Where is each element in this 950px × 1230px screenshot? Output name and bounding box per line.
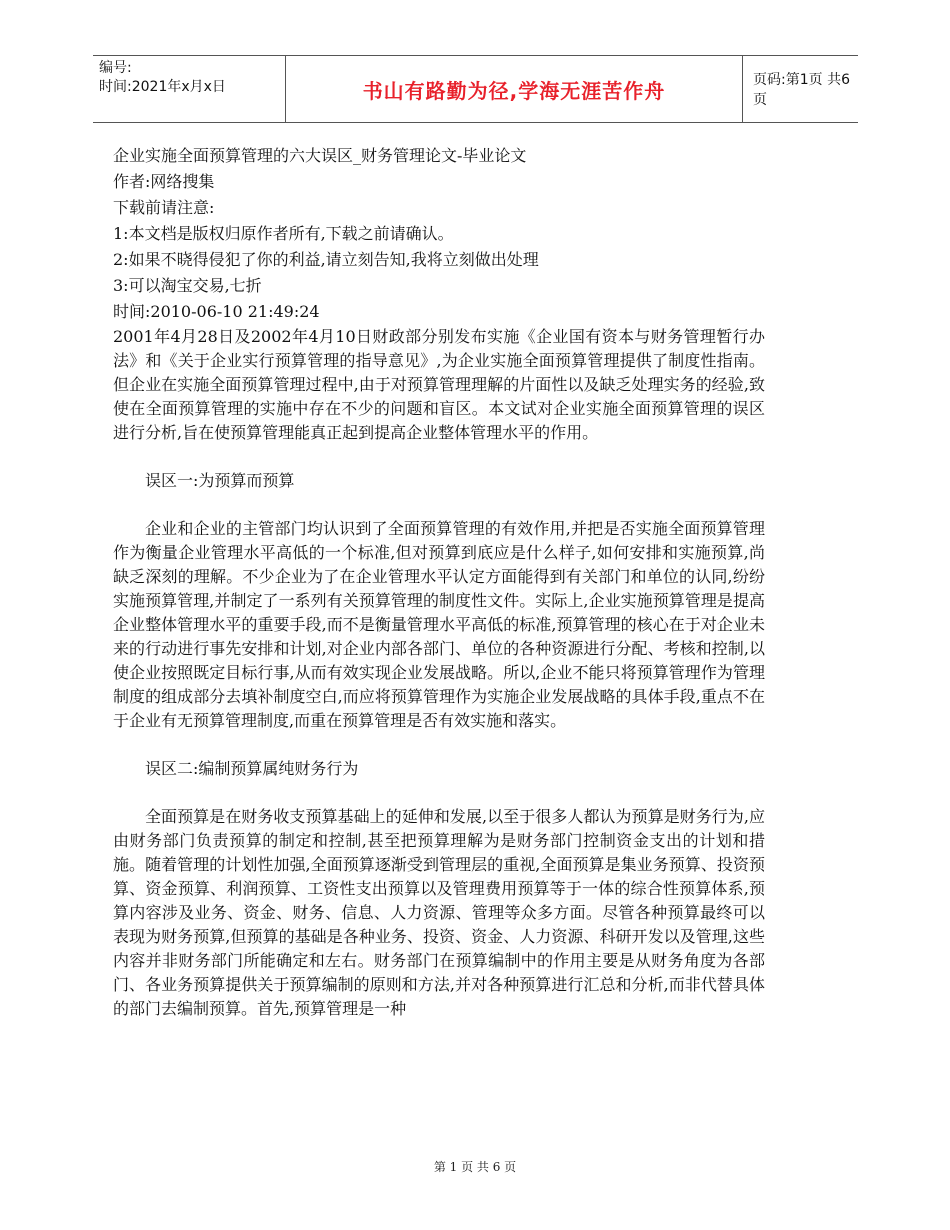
header-page-info: 页码:第1页 共6页 <box>753 72 850 108</box>
document-header <box>93 55 858 123</box>
article-body <box>113 143 765 1021</box>
article-timestamp: 时间:2010-06-10 21:49:24 <box>113 302 320 321</box>
notice-title: 下载前请注意: <box>113 198 215 217</box>
section-paragraph-2: 全面预算是在财务收支预算基础上的延伸和发展,以至于很多人都认为预算是财务行为,应由财务部门负责预算的制定和控制,甚至把预算理解为是财务部门控制资金支出的计划和措施。随着管理的计划性加强,全面预算逐渐受到管理层的重视,全面预算是集业务预算、投资预算、资金预算、利润预算、工资性支出预算以及管理费用预算等于一体的综合性预算体系,预算内容涉及业务、资金、财务、信息、人力资源、管理等众多方面。尽管各种预算最终可以表现为财务预算,但预算的基础是各种业务、投资、资金、人力资源、科研开发以及管理,这些内容并非财务部门所能确定和左右。财务部门在预算编制中的作用主要是从财务角度为各部门、各业务预算提供关于预算编制的原则和方法,并对各种预算进行汇总和分析,而非代替具体的部门去编制预算。首先,预算管理是一种 <box>113 807 765 1018</box>
notice-item-2: 2:如果不晓得侵犯了你的利益,请立刻告知,我将立刻做出处理 <box>113 250 539 269</box>
article-author: 作者:网络搜集 <box>113 172 215 191</box>
notice-item-3: 3:可以淘宝交易,七折 <box>113 276 262 295</box>
header-motto: 书山有路勤为径,学海无涯苦作舟 <box>285 56 743 122</box>
page-footer: 第 1 页 共 6 页 <box>433 1160 517 1174</box>
document-number-label: 编号: <box>99 60 132 76</box>
section-heading-1: 误区一:为预算而预算 <box>145 471 295 490</box>
intro-paragraph: 2001年4月28日及2002年4月10日财政部分别发布实施《企业国有资本与财务管理暂行办法》和《关于企业实行预算管理的指导意见》,为企业实施全面预算管理提供了制度性指南。但企业在实施全面预算管理过程中,由于对预算管理理解的片面性以及缺乏处理实务的经验,致使在全面预算管理的实施中存在不少的问题和盲区。本文试对企业实施全面预算管理的误区进行分析,旨在使预算管理能真正起到提高企业整体管理水平的作用。 <box>113 327 765 442</box>
section-heading-2: 误区二:编制预算属纯财务行为 <box>145 759 359 778</box>
header-meta <box>99 59 284 97</box>
notice-item-1: 1:本文档是版权归原作者所有,下载之前请确认。 <box>113 224 454 243</box>
document-time-label: 时间:2021年x月x日 <box>99 79 226 95</box>
article-title: 企业实施全面预算管理的六大误区_财务管理论文-毕业论文 <box>113 146 527 165</box>
section-paragraph-1: 企业和企业的主管部门均认识到了全面预算管理的有效作用,并把是否实施全面预算管理作为衡量企业管理水平高低的一个标准,但对预算到底应是什么样子,如何安排和实施预算,尚缺乏深刻的理解。不少企业为了在企业管理水平认定方面能得到有关部门和单位的认同,纷纷实施预算管理,并制定了一系列有关预算管理的制度性文件。实际上,企业实施预算管理是提高企业整体管理水平的重要手段,而不是衡量管理水平高低的标准,预算管理的核心在于对企业未来的行动进行事先安排和计划,对企业内部各部门、单位的各种资源进行分配、考核和控制,以使企业按照既定目标行事,从而有效实现企业发展战略。所以,企业不能只将预算管理作为管理制度的组成部分去填补制度空白,而应将预算管理作为实施企业发展战略的具体手段,重点不在于企业有无预算管理制度,而重在预算管理是否有效实施和落实。 <box>113 519 765 730</box>
